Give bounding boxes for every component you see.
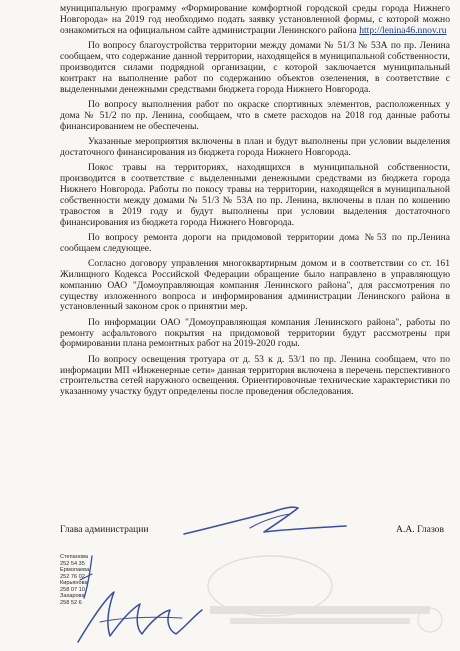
district-site-link[interactable]: http://lenina46.nnov.ru (359, 24, 447, 36)
paragraph: По вопросу ремонта дороги на придомовой территории дома №53 по пр.Ленина сообщаем следующее. (60, 231, 450, 254)
contact-phone: 258 07 10 (60, 586, 85, 593)
signatory-title: Глава администрации (60, 524, 149, 535)
contact-phone: 258 52 6 (60, 599, 82, 606)
paragraph: По вопросу выполнения работ по окраске спортивных элементов, расположенных у дома № 51/2 по пр. Ленина, сообщаем, что в смете расходов на 2018 год данные работы финансированием не обеспечены. (60, 98, 450, 132)
signatory-name: А.А. Глазов (396, 524, 444, 535)
paragraph: Указанные мероприятия включены в план и будут выполнены при условии выделения достаточного финансирования из бюджета города Нижнего Новгорода. (60, 135, 450, 158)
paragraph: По информации ОАО "Домоуправляющая компания Ленинского района", работы по ремонту асфальтового покрытия на придомовой территории будут рассмотрены при формировании плана ремонтных работ на 2019-2020 годы. (60, 316, 450, 350)
paragraph: Покос травы на территориях, находящихся в муниципальной собственности, производится в соответствие с выделенными денежными средствами из бюджета города Нижнего Новгорода. Работы по покосу травы на территории, находящейся в муниципальной собственности между домами № 51/3 № 53А по пр. Ленина, включены в план по кошению травостоя в 2019 году и будут выполнены при условии выделения достаточного финансирования из бюджета города Нижнего Новгорода. (60, 161, 450, 228)
contact-name: Ермолаева (60, 567, 90, 573)
contact-name: Степанова (60, 554, 89, 560)
paragraph: муниципальную программу «Формирование комфортной городской среды города Нижнего Новгорода» на 2019 год необходимо подать заявку установленной формы, с которой можно ознакомиться на официальном сайте администрации Ленинского района http://lenina46.nnov.ru (60, 3, 450, 36)
paragraph: Согласно договору управления многоквартирным домом и в соответствии со ст. 161 Жилищного Кодекса Российской Федерации обращение было направлено в управляющую компанию ОАО "Домоуправляющая компания Ленинского района", для рассмотрения по существу изложенного вопроса и информирования администрации Ленинского района в установленный законом срок о принятии мер. (60, 257, 450, 313)
contact-phone: 252 54 35 (60, 560, 85, 567)
contact-name: Захарова (60, 593, 85, 599)
handwritten-initials (70, 552, 220, 648)
letter-body (60, 4, 450, 403)
contact-name: Кирьянова (60, 580, 88, 586)
signature-block (60, 524, 450, 538)
handwritten-signature (180, 498, 350, 548)
paragraph: По вопросу освещения тротуара от д. 53 к д. 53/1 по пр. Ленина сообщаем, что по информации МП «Инженерные сети» данная территория включена в перечень перспективного строительства сетей наружного освещения. Ориентировочные технические характеристики по указанному участку будут определены после проведения обследования. (60, 353, 450, 398)
contact-phone: 252 76 02 (60, 573, 85, 580)
paragraph: По вопросу благоустройства территории между домами № 51/3 № 53А по пр. Ленина сообщаем, что содержание данной территории, находящейся в муниципальной собственности, производится силами подрядной организации, с которой заключается муниципальный контракт на выполнение работ по содержанию объектов озеленения, в соответствие с выделенными денежными средствами бюджета города Нижнего Новгорода. (60, 40, 450, 95)
bleed-through-stamp (190, 548, 460, 638)
